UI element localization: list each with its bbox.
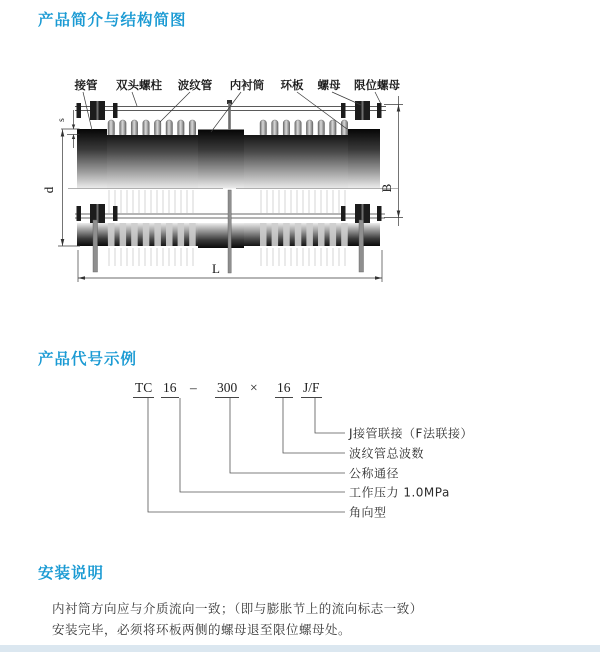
dim-B (384, 96, 403, 226)
part-label-ring-plate: 环板 (280, 78, 304, 92)
part-label-stud: 双头螺柱 (116, 78, 162, 92)
code-token-times: × (250, 380, 258, 395)
part-label-liner: 内衬筒 (229, 78, 265, 92)
section-title-install: 安装说明 (38, 564, 105, 582)
code-callout-pressure: 工作压力 1.0MPa (349, 485, 450, 500)
install-note-line2: 安装完毕，必须将环板两侧的螺母退至限位螺母处。 (52, 622, 352, 637)
dim-label-L: L (212, 261, 220, 276)
dim-label-B: B (379, 183, 394, 193)
code-token-conn: J/F (301, 381, 322, 398)
code-token-dash: – (190, 380, 197, 395)
part-label-limit-nut: 限位螺母 (354, 78, 400, 92)
part-label-nut: 螺母 (317, 78, 341, 92)
install-note-line1: 内衬筒方向应与介质流向一致；（即与膨胀节上的流向标志一致） (52, 601, 423, 616)
code-token-dn: 300 (215, 381, 239, 398)
structure-diagram (30, 60, 470, 295)
code-example-figure (130, 375, 510, 530)
part-label-bellows: 波纹管 (177, 78, 213, 92)
dim-label-s: s (57, 118, 67, 122)
code-callout-connection: J接管联接（F法联接） (349, 426, 473, 441)
upper-body (77, 129, 380, 189)
expansion-joint-drawing (30, 60, 470, 295)
dim-d (58, 130, 80, 247)
dim-label-d: d (41, 186, 56, 194)
section-title-code: 产品代号示例 (38, 350, 138, 368)
part-label-pipe: 接管 (74, 78, 98, 92)
code-callout-waves: 波纹管总波数 (349, 446, 425, 461)
bellows-convolutions-right (260, 120, 348, 137)
page-bottom-border (0, 645, 600, 652)
code-connector-lines (130, 375, 510, 530)
section-title-intro: 产品简介与结构简图 (38, 11, 187, 29)
code-callout-type: 角向型 (349, 505, 387, 520)
code-token-type: TC (133, 381, 154, 398)
bellows-convolutions-left (108, 120, 196, 137)
code-token-pressure: 16 (161, 381, 179, 398)
code-callout-dn: 公称通径 (349, 466, 400, 481)
code-token-waves: 16 (275, 381, 293, 398)
